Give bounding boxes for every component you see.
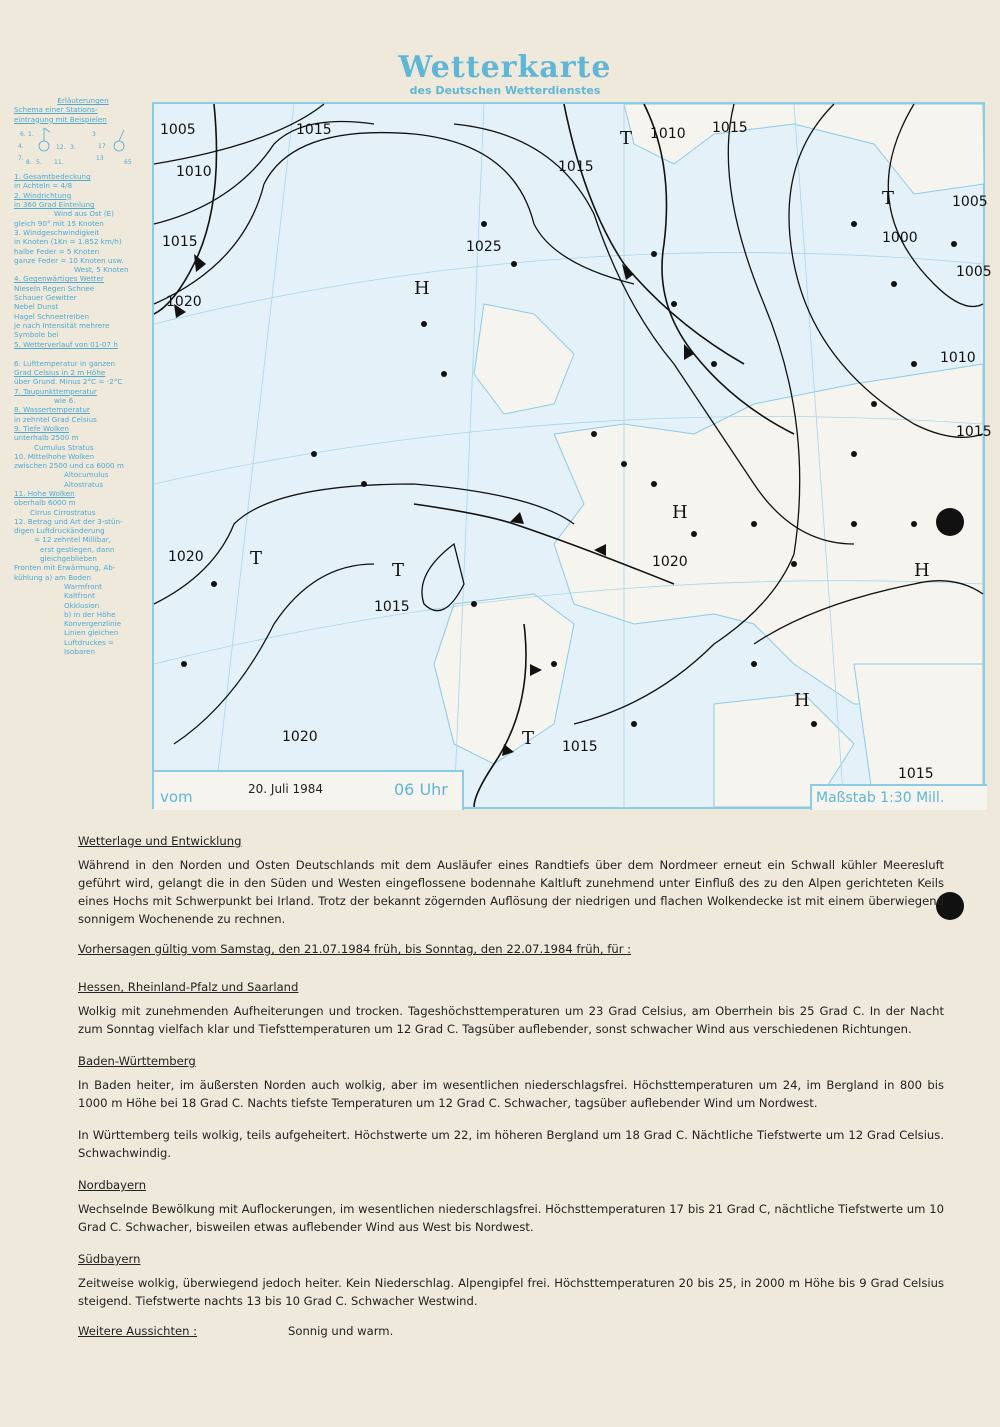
legend-line: 1. Gesamtbedeckung — [14, 172, 91, 182]
map-time: 06 Uhr — [394, 780, 448, 799]
region-heading: Nordbayern — [78, 1178, 147, 1192]
svg-text:3.: 3. — [70, 143, 76, 151]
svg-text:3: 3 — [92, 130, 96, 138]
legend-line: ganze Feder = 10 Knoten usw. — [14, 255, 124, 265]
pressure-system-label: T — [620, 128, 633, 149]
legend-line: Altostratus — [64, 479, 104, 489]
outlook-row — [78, 1322, 944, 1340]
legend-line: Isobaren — [64, 647, 96, 657]
legend-line: wie 6. — [54, 396, 76, 406]
legend-line: Symbole bei — [14, 330, 59, 340]
legend-line: Cumulus Stratus — [34, 442, 94, 452]
legend-line: 2. Windrichtung — [14, 190, 72, 200]
svg-text:4.: 4. — [18, 142, 24, 150]
report-heading: Wetterlage und Entwicklung — [78, 834, 242, 848]
legend-line: Konvergenzlinie — [64, 619, 122, 629]
legend-line: über Grund. Minus 2°C = -2°C — [14, 377, 123, 387]
svg-text:7.: 7. — [18, 154, 24, 162]
map-scale: Maßstab 1:30 Mill. — [816, 790, 945, 806]
isobar-label: 1015 — [374, 599, 410, 615]
legend-line: b) in der Höhe — [64, 609, 116, 619]
region-paragraph: In Baden heiter, im äußersten Norden auch wolkig, aber im wesentlichen niederschlagsfrei. Höchsttemperaturen um 24, im Bergland in 800 bis 1000 m Höhe bei 18 Grad C. Nachts tiefste Temperaturen um 12 Grad C. Schwacher, tagsüber auflebender Wind um Nordwest. — [78, 1078, 944, 1110]
isobar-label: 1015 — [562, 739, 598, 755]
svg-text:11.: 11. — [54, 158, 64, 166]
legend-line: Nebel Dunst — [14, 302, 59, 312]
map-subtitle: des Deutschen Wetterdienstes — [409, 84, 601, 97]
legend-line: Luftdruckes = — [64, 637, 115, 647]
pressure-system-label: H — [414, 278, 430, 299]
outlook-text: Sonnig und warm. — [288, 1324, 394, 1338]
isobar-label: 1010 — [176, 164, 212, 180]
isobar-label: 1005 — [956, 264, 992, 280]
legend-line: Nieseln Regen Schnee — [14, 283, 95, 293]
legend-line: erst gestiegen, dann — [40, 544, 115, 554]
isobar-label: 1015 — [956, 424, 992, 440]
legend-line: in Achteln = 4/8 — [14, 181, 73, 191]
legend-line: 7. Taupunkttemperatur — [14, 386, 97, 396]
legend-line: Altocumulus — [64, 470, 109, 480]
isobar-label: 1020 — [652, 554, 688, 570]
region-heading: Südbayern — [78, 1252, 141, 1266]
legend-line: 10. Mittelhohe Wolken — [14, 451, 95, 461]
svg-text:65: 65 — [124, 158, 132, 166]
legend-line: Schauer Gewitter — [14, 293, 77, 303]
legend-line: 3. Windgeschwindigkeit — [14, 227, 100, 237]
report — [78, 832, 944, 1340]
legend-line: 12. Betrag und Art der 3-stün- — [14, 516, 123, 526]
isobar-label: 1015 — [558, 159, 594, 175]
region-paragraph: In Württemberg teils wolkig, teils aufgeheitert. Höchstwerte um 22, im höheren Bergland um 18 Grad C. Nächtliche Tiefstwerte um 12 Grad Celsius. Schwachwindig. — [78, 1128, 944, 1160]
isobar-label: 1015 — [712, 120, 748, 136]
isobar-label: 1015 — [296, 122, 332, 138]
pressure-system-label: H — [672, 502, 688, 523]
pressure-system-label: T — [392, 560, 405, 581]
legend-line: 11. Hohe Wolken — [14, 488, 75, 498]
legend-line: Kaltfront — [64, 591, 95, 601]
legend-line: Fronten mit Erwärmung, Ab- — [14, 563, 116, 573]
isobar-label: 1010 — [650, 126, 686, 142]
isobar-label: 1020 — [166, 294, 202, 310]
legend-line: oberhalb 6000 m — [14, 498, 76, 508]
isobar-label: 1010 — [940, 350, 976, 366]
isobar-label: 1000 — [882, 230, 918, 246]
legend-line: in Knoten (1Kn = 1.852 km/h) — [14, 237, 122, 247]
svg-text:17: 17 — [98, 142, 106, 150]
legend-line: West, 5 Knoten — [74, 265, 129, 275]
svg-text:5.: 5. — [36, 158, 42, 166]
weather-map — [152, 102, 992, 809]
legend-line: 6. Lufttemperatur in ganzen — [14, 358, 116, 368]
region-paragraph: Wolkig mit zunehmenden Aufheiterungen und trocken. Tageshöchsttemperaturen um 23 Grad Celsius, am Oberrhein bis 25 Grad C. In der Nacht zum Sonntag vielfach klar und Tiefsttemperaturen um 12 Grad C. Tagsüber auflebender, sonst schwacher Wind aus verschiedenen Richtungen. — [78, 1004, 944, 1036]
isobar-label: 1015 — [162, 234, 198, 250]
svg-text:1.: 1. — [28, 130, 34, 138]
legend-line: gleich 90° mit 15 Knoten — [14, 218, 104, 228]
legend-line: unterhalb 2500 m — [14, 433, 79, 443]
legend-line: eintragung mit Beispielen — [14, 114, 107, 124]
legend-line: halbe Feder = 5 Knoten — [14, 246, 100, 256]
legend-line: Schema einer Stations- — [14, 105, 98, 115]
legend-line: = 12 zehntel Millibar, — [34, 535, 111, 545]
isobar-label: 1005 — [952, 194, 988, 210]
svg-text:6.: 6. — [20, 130, 26, 138]
station-schema-icon — [14, 124, 144, 170]
isobar-label: 1020 — [168, 549, 204, 565]
region-heading: Baden-Württemberg — [78, 1054, 196, 1068]
legend-line: je nach Intensität mehrere — [14, 320, 110, 330]
region-paragraph: Wechselnde Bewölkung mit Auflockerungen, im wesentlichen niederschlagsfrei. Höchsttemperaturen 17 bis 21 Grad C, nächtliche Tiefstwerte um 10 Grad C. Schwacher, bisweilen etwas auflebender Wind aus West bis Nordwest. — [78, 1202, 944, 1234]
legend-line: Cirrus Cirrostratus — [30, 507, 96, 517]
legend-line: Linien gleichen — [64, 628, 119, 638]
legend — [14, 96, 152, 656]
map-title-block — [380, 52, 630, 97]
outlook-heading: Weitere Aussichten : — [78, 1324, 198, 1338]
legend-line: 4. Gegenwärtiges Wetter — [14, 274, 104, 284]
legend-line: 9. Tiefe Wolken — [14, 423, 69, 433]
legend-line: digen Luftdruckänderung — [14, 526, 105, 536]
legend-line: in 360 Grad Einteilung — [14, 200, 95, 210]
svg-text:12.: 12. — [56, 143, 66, 151]
region-paragraph: Zeitweise wolkig, überwiegend jedoch heiter. Kein Niederschlag. Alpengipfel frei. Höchsttemperaturen 20 bis 25, in 2000 m Höhe bis 9 Grad Celsius steigend. Tiefstwerte nachts 13 bis 10 Grad C. Schwacher Westwind. — [78, 1276, 944, 1308]
svg-text:13: 13 — [96, 154, 104, 162]
legend-line: 8. Wassertemperatur — [14, 405, 90, 415]
legend-line: gleichgeblieben — [40, 554, 97, 564]
map-background — [154, 104, 992, 807]
map-date: 20. Juli 1984 — [248, 782, 324, 796]
footer-vom: vom — [160, 788, 193, 806]
legend-line: Hagel Schneetreiben — [14, 311, 90, 321]
map-title: Wetterkarte — [398, 50, 612, 85]
legend-line: zwischen 2500 und ca 6000 m — [14, 461, 124, 471]
legend-line: Warmfront — [64, 581, 102, 591]
isobar-label: 1020 — [282, 729, 318, 745]
legend-line: kühlung a) am Boden — [14, 572, 92, 582]
forecast-validity: Vorhersagen gültig vom Samstag, den 21.07.1984 früh, bis Sonntag, den 22.07.1984 früh, für : — [78, 942, 632, 956]
pressure-system-label: T — [250, 548, 263, 569]
isobar-label: 1005 — [160, 122, 196, 138]
legend-line: Wind aus Ost (E) — [54, 209, 114, 219]
pressure-system-label: T — [522, 728, 535, 749]
region-heading: Hessen, Rheinland-Pfalz und Saarland — [78, 980, 299, 994]
legend-line: in zehntel Grad Celsius — [14, 414, 97, 424]
legend-heading: Erläuterungen — [57, 96, 109, 105]
isobar-label: 1025 — [466, 239, 502, 255]
report-paragraph: Während in den Norden und Osten Deutschlands mit dem Ausläufer eines Randtiefs über dem Nordmeer erneut ein Schwall kühler Meeresluft geführt wird, gelangt die in den Süden und Westen eingeflossene bodennahe Kaltluft zunehmend unter Einfluß des zu den Alpen gerichteten Keils eines Hochs mit Schwerpunkt bei Irland. Trotz der bekannt zögernden Auflösung der niedrigen und flachen Wolkendecke ist mit einem überwiegend sonnigem Wochenende zu rechnen. — [78, 858, 944, 926]
legend-line: Okklusion — [64, 600, 100, 610]
pressure-system-label: H — [914, 560, 930, 581]
isobar-label: 1015 — [898, 766, 934, 782]
pressure-system-label: H — [794, 690, 810, 711]
legend-line: 5. Wetterverlauf von 01-07 h — [14, 339, 118, 349]
punch-hole — [936, 508, 964, 536]
legend-line: Grad Celsius in 2 m Höhe — [14, 368, 106, 378]
svg-text:8.: 8. — [26, 158, 32, 166]
pressure-system-label: T — [882, 188, 895, 209]
